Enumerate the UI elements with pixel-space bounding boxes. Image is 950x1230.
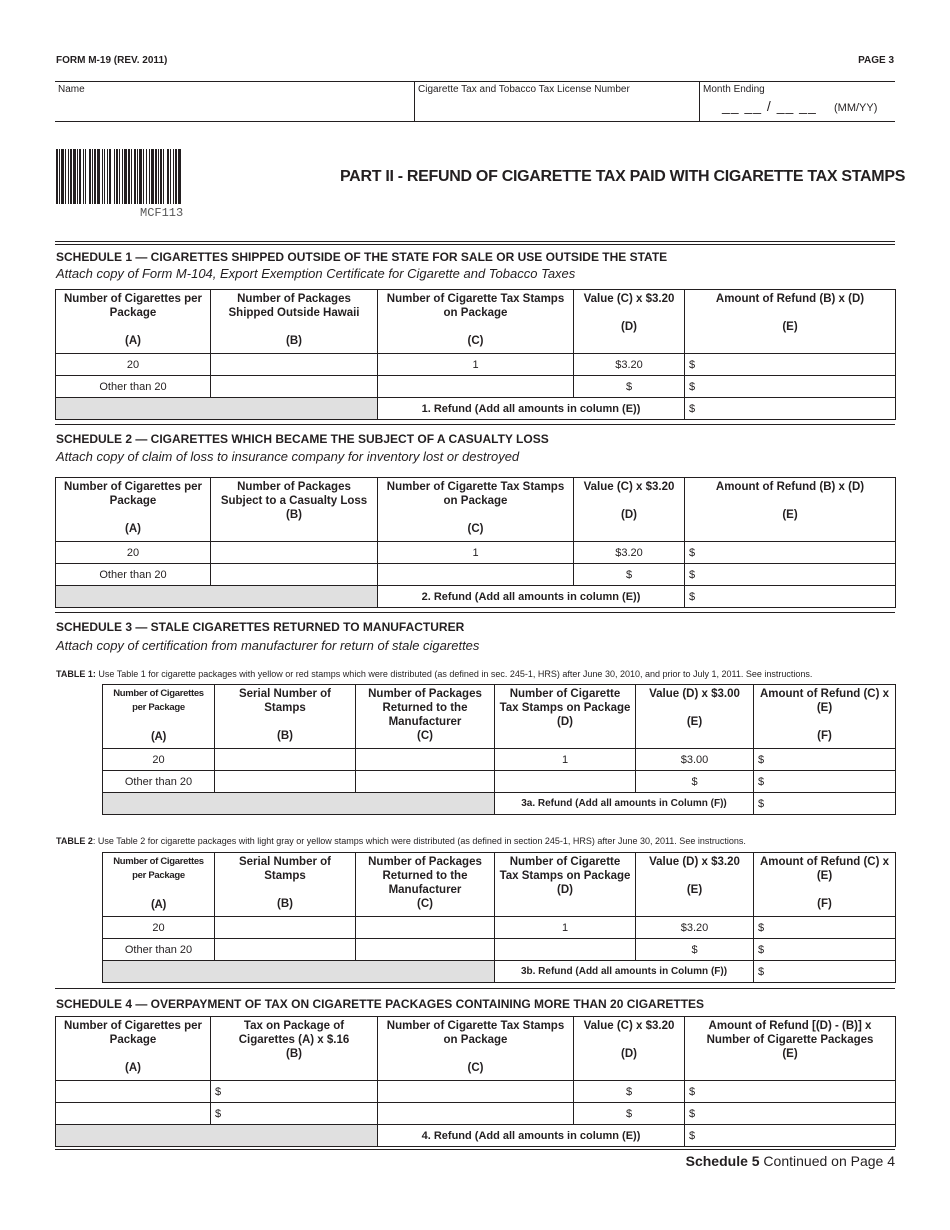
input-cell-c[interactable]: [356, 749, 495, 771]
cell-e: $3.00: [636, 749, 754, 771]
table-row: [56, 1081, 896, 1103]
schedule-4-table: [55, 1016, 896, 1147]
schedule-4-total-label: 4. Refund (Add all amounts in column (E)): [378, 1125, 685, 1147]
input-cell-c[interactable]: [378, 564, 574, 586]
col-header-d: Value (C) x $3.20 (D): [574, 290, 685, 354]
table-2-total-label: 3b. Refund (Add all amounts in Column (F)): [495, 961, 754, 983]
total-row: [56, 1125, 896, 1147]
input-cell-c[interactable]: [378, 1081, 574, 1103]
input-cell-e[interactable]: $: [685, 564, 896, 586]
input-cell-c[interactable]: [378, 1103, 574, 1125]
name-field[interactable]: [55, 82, 415, 121]
col-header-f: Amount of Refund (C) x (E) (F): [754, 853, 896, 917]
schedule-3-table-1: [102, 684, 896, 815]
cell-c: 1: [378, 354, 574, 376]
input-cell-b[interactable]: [215, 939, 356, 961]
input-cell-d[interactable]: $: [574, 1103, 685, 1125]
schedule-2-table: [55, 477, 896, 608]
table-row: [56, 354, 896, 376]
cell-a: Other than 20: [56, 564, 211, 586]
month-ending-label: Month Ending: [703, 84, 765, 95]
col-header-b: Serial Number of Stamps (B): [215, 685, 356, 749]
input-cell-f[interactable]: $: [754, 771, 896, 793]
input-cell-a[interactable]: [56, 1081, 211, 1103]
license-number-field[interactable]: [415, 82, 700, 121]
col-header-a: Number of Cigarettes per Package (A): [103, 685, 215, 749]
table-row: [56, 376, 896, 398]
schedule-3-title: SCHEDULE 3 — STALE CIGARETTES RETURNED TO MANUFACTURER: [56, 620, 465, 634]
cell-d: $3.20: [574, 354, 685, 376]
form-id: FORM M-19 (REV. 2011): [56, 55, 168, 66]
input-cell-d[interactable]: [495, 939, 636, 961]
schedule-2-total-label: 2. Refund (Add all amounts in column (E)): [378, 586, 685, 608]
table-2-note: [56, 836, 746, 846]
barcode-image: [56, 149, 278, 204]
total-row: [56, 398, 896, 420]
month-ending-field[interactable]: [700, 82, 895, 121]
input-cell-e[interactable]: $: [685, 1081, 896, 1103]
cell-a: 20: [56, 542, 211, 564]
table-row: [103, 749, 896, 771]
table-row: [56, 1103, 896, 1125]
schedule-3-table-2: [102, 852, 896, 983]
col-header-f: Amount of Refund (C) x (E) (F): [754, 685, 896, 749]
total-row: [56, 586, 896, 608]
input-cell-c[interactable]: [378, 376, 574, 398]
input-cell-e[interactable]: $: [685, 376, 896, 398]
input-cell-d[interactable]: $: [574, 376, 685, 398]
input-cell-c[interactable]: [356, 771, 495, 793]
cell-c: 1: [378, 542, 574, 564]
input-cell-b[interactable]: [211, 542, 378, 564]
schedule-1-table: [55, 289, 896, 420]
col-header-a: Number of Cigarettes per Package (A): [56, 1017, 211, 1081]
table-row: [103, 771, 896, 793]
table-1-label: TABLE 1:: [56, 669, 96, 679]
input-cell-e[interactable]: $: [636, 939, 754, 961]
cell-a: Other than 20: [103, 939, 215, 961]
page-number: PAGE 3: [858, 55, 894, 66]
barcode-text: MCF113: [140, 206, 184, 220]
input-cell-b[interactable]: [211, 564, 378, 586]
table-row: [103, 917, 896, 939]
input-cell-f[interactable]: $: [754, 749, 896, 771]
col-header-c: Number of Packages Returned to the Manufacturer (C): [356, 685, 495, 749]
input-cell-b[interactable]: $: [211, 1103, 378, 1125]
month-ending-blank: __ __ / __ __: [722, 98, 817, 114]
col-header-c: Number of Cigarette Tax Stamps on Package (C): [378, 290, 574, 354]
input-cell-e[interactable]: $: [685, 1103, 896, 1125]
schedule-3-subtitle: Attach copy of certification from manufacturer for return of stale cigarettes: [56, 638, 480, 653]
input-cell-e[interactable]: $: [685, 354, 896, 376]
table-row: [103, 939, 896, 961]
cell-d: 1: [495, 749, 636, 771]
col-header-b: Number of Packages Shipped Outside Hawaii (B): [211, 290, 378, 354]
col-header-a: Number of Cigarettes per Package (A): [56, 478, 211, 542]
col-header-b: Tax on Package of Cigarettes (A) x $.16 (B): [211, 1017, 378, 1081]
input-cell-f[interactable]: $: [754, 939, 896, 961]
input-cell-c[interactable]: [356, 939, 495, 961]
col-header-e: Value (D) x $3.20 (E): [636, 853, 754, 917]
taxpayer-info-row: [55, 81, 895, 122]
input-cell-a[interactable]: [56, 1103, 211, 1125]
month-format-hint: (MM/YY): [834, 102, 878, 114]
input-cell-b[interactable]: [215, 917, 356, 939]
cell-a: Other than 20: [56, 376, 211, 398]
col-header-c: Number of Cigarette Tax Stamps on Package (C): [378, 1017, 574, 1081]
input-cell-b[interactable]: [211, 354, 378, 376]
col-header-d: Value (C) x $3.20 (D): [574, 478, 685, 542]
col-header-c: Number of Packages Returned to the Manufacturer (C): [356, 853, 495, 917]
schedule-1-total-label: 1. Refund (Add all amounts in column (E)): [378, 398, 685, 420]
input-cell-c[interactable]: [356, 917, 495, 939]
input-cell-d[interactable]: $: [574, 564, 685, 586]
total-row: [103, 961, 896, 983]
cell-a: Other than 20: [103, 771, 215, 793]
input-cell-b[interactable]: $: [211, 1081, 378, 1103]
schedule-2-title: SCHEDULE 2 — CIGARETTES WHICH BECAME THE SUBJECT OF A CASUALTY LOSS: [56, 432, 549, 446]
col-header-e: Amount of Refund (B) x (D) (E): [685, 290, 896, 354]
name-label: Name: [58, 84, 85, 95]
col-header-e: Amount of Refund [(D) - (B)] x Number of Cigarette Packages (E): [685, 1017, 896, 1081]
input-cell-e[interactable]: $: [636, 771, 754, 793]
schedule-4-title: SCHEDULE 4 — OVERPAYMENT OF TAX ON CIGARETTE PACKAGES CONTAINING MORE THAN 20 CIGARETTES: [56, 997, 705, 1011]
input-cell-b[interactable]: [211, 376, 378, 398]
cell-a: 20: [56, 354, 211, 376]
col-header-a: Number of Cigarettes per Package (A): [103, 853, 215, 917]
schedule-1-title: SCHEDULE 1 — CIGARETTES SHIPPED OUTSIDE OF THE STATE FOR SALE OR USE OUTSIDE THE STATE: [56, 250, 668, 264]
table-row: [56, 542, 896, 564]
schedule-2-subtitle: Attach copy of claim of loss to insurance company for inventory lost or destroyed: [56, 449, 520, 464]
cell-d: $3.20: [574, 542, 685, 564]
part-title: PART II - REFUND OF CIGARETTE TAX PAID WITH CIGARETTE TAX STAMPS: [340, 168, 906, 185]
cell-a: 20: [103, 917, 215, 939]
cell-d: 1: [495, 917, 636, 939]
schedule-1-subtitle: Attach copy of Form M-104, Export Exemption Certificate for Cigarette and Tobacco Taxes: [56, 266, 576, 281]
col-header-d: Number of Cigarette Tax Stamps on Package (D): [495, 853, 636, 917]
input-cell-d[interactable]: $: [574, 1081, 685, 1103]
input-cell-e[interactable]: $: [685, 542, 896, 564]
schedule-1-total-input[interactable]: $: [685, 398, 896, 420]
col-header-a: Number of Cigarettes per Package (A): [56, 290, 211, 354]
table-1-total-label: 3a. Refund (Add all amounts in Column (F)): [495, 793, 754, 815]
cell-a: 20: [103, 749, 215, 771]
schedule-4-total-input[interactable]: $: [685, 1125, 896, 1147]
continued-note: [686, 1153, 895, 1169]
col-header-e: Value (D) x $3.00 (E): [636, 685, 754, 749]
total-row: [103, 793, 896, 815]
col-header-b: Number of Packages Subject to a Casualty Loss (B): [211, 478, 378, 542]
cell-e: $3.20: [636, 917, 754, 939]
input-cell-b[interactable]: [215, 749, 356, 771]
license-number-label: Cigarette Tax and Tobacco Tax License Number: [418, 84, 630, 95]
continued-text: Continued on Page 4: [759, 1153, 895, 1169]
col-header-c: Number of Cigarette Tax Stamps on Package (C): [378, 478, 574, 542]
col-header-d: Value (C) x $3.20 (D): [574, 1017, 685, 1081]
col-header-b: Serial Number of Stamps (B): [215, 853, 356, 917]
table-2-description: : Use Table 2 for cigarette packages with light gray or yellow stamps which were distributed (as defined in section 245-1, HRS) after June 30, 2011. See instructions.: [92, 836, 746, 846]
input-cell-b[interactable]: [215, 771, 356, 793]
table-1-description: Use Table 1 for cigarette packages with yellow or red stamps which were distributed (as defined in sec. 245-1, HRS) after June 30, 2010, and prior to July 1, 2011. See instructions.: [98, 669, 813, 679]
col-header-d: Number of Cigarette Tax Stamps on Package (D): [495, 685, 636, 749]
table-1-total-input[interactable]: $: [754, 793, 896, 815]
table-2-label: TABLE 2: [56, 836, 93, 846]
table-1-note: [56, 669, 812, 679]
input-cell-d[interactable]: [495, 771, 636, 793]
table-2-total-input[interactable]: $: [754, 961, 896, 983]
input-cell-f[interactable]: $: [754, 917, 896, 939]
continued-schedule-label: Schedule 5: [685, 1153, 760, 1169]
table-row: [56, 564, 896, 586]
col-header-e: Amount of Refund (B) x (D) (E): [685, 478, 896, 542]
schedule-2-total-input[interactable]: $: [685, 586, 896, 608]
